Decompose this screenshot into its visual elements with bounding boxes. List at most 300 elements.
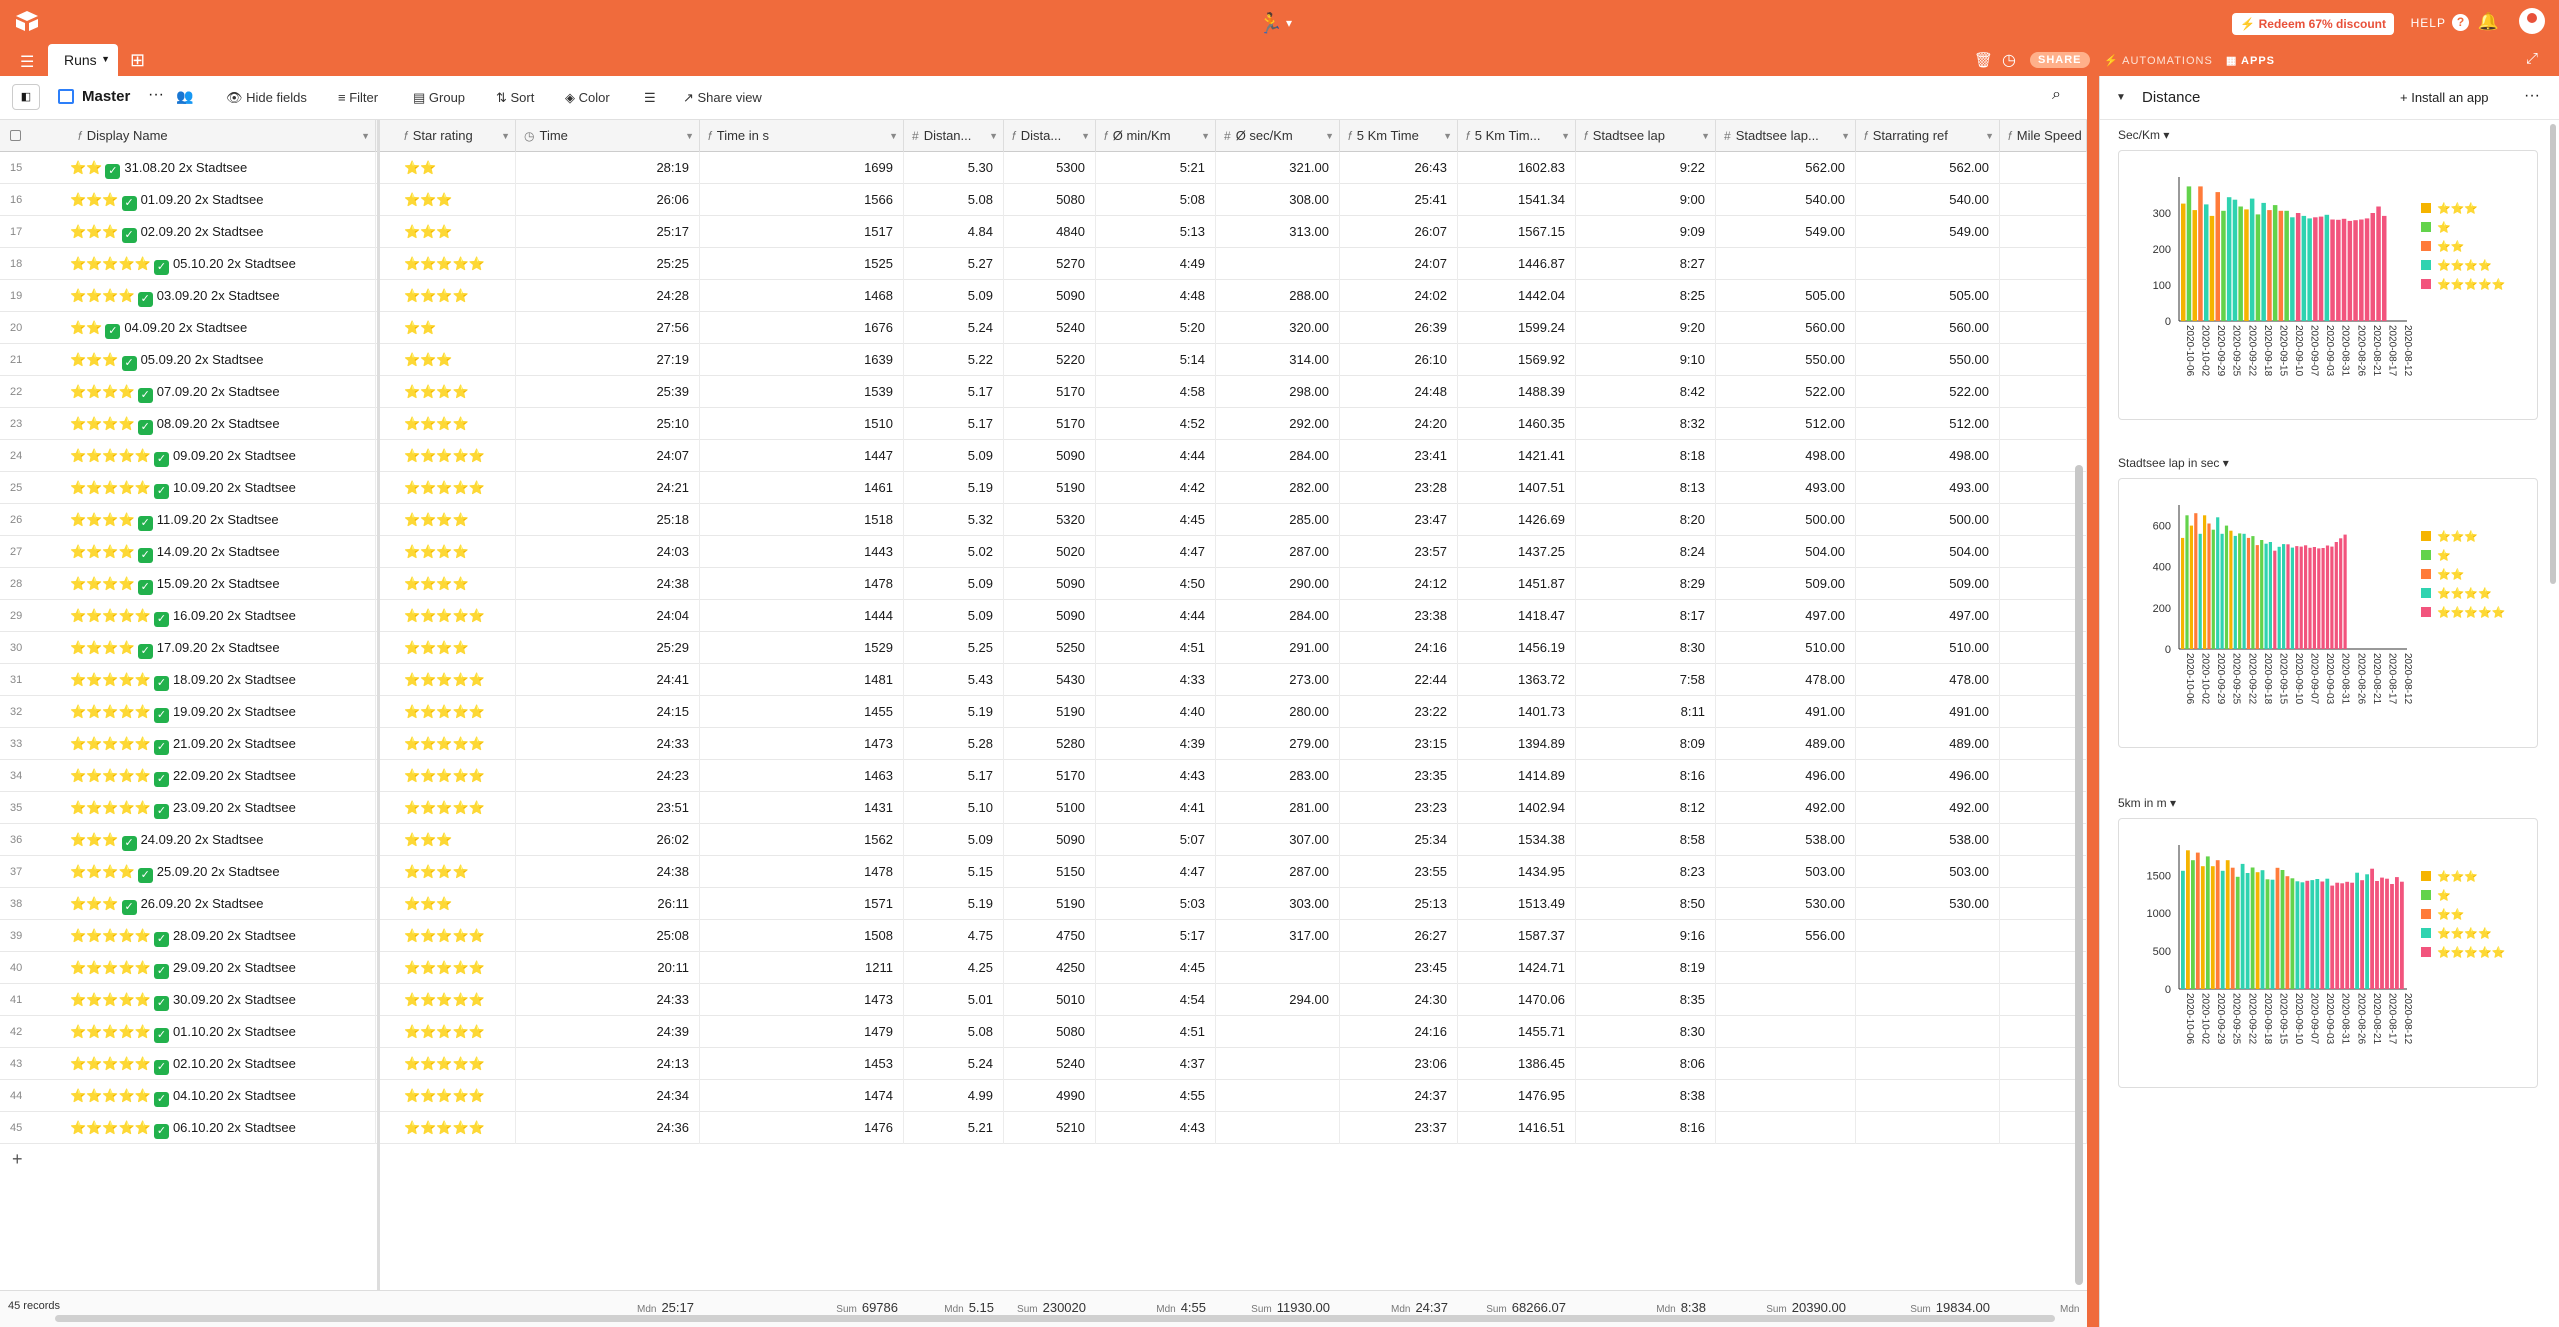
cell-k5s[interactable]: 1456.19 (1458, 632, 1576, 664)
cell-time[interactable]: 27:19 (516, 344, 700, 376)
cell-mile-speed[interactable] (2000, 824, 2087, 856)
cell-dm[interactable]: 5190 (1004, 888, 1096, 920)
cell-ref[interactable] (1856, 1048, 2000, 1080)
star-rating-cell[interactable] (396, 312, 516, 344)
cell-k5s[interactable]: 1416.51 (1458, 1112, 1576, 1144)
table-row[interactable] (0, 248, 2087, 280)
star-rating-cell[interactable] (396, 888, 516, 920)
cell-dist[interactable]: 5.09 (904, 280, 1004, 312)
cell-dm[interactable]: 5170 (1004, 760, 1096, 792)
share-button[interactable]: SHARE (2030, 52, 2090, 68)
cell-mpk[interactable]: 4:33 (1096, 664, 1216, 696)
column-header[interactable] (1340, 120, 1458, 152)
cell-lap[interactable]: 8:42 (1576, 376, 1716, 408)
star-rating-cell[interactable] (396, 216, 516, 248)
cell-dist[interactable]: 5.01 (904, 984, 1004, 1016)
table-row[interactable] (0, 504, 2087, 536)
display-name-cell[interactable] (70, 1112, 376, 1144)
bar[interactable] (2317, 548, 2320, 649)
display-name-cell[interactable] (70, 248, 376, 280)
table-row[interactable] (0, 312, 2087, 344)
bar[interactable] (2385, 879, 2389, 989)
legend-label[interactable]: ⭐ (2437, 222, 2451, 234)
cell-k5[interactable]: 24:16 (1340, 632, 1458, 664)
cell-ts[interactable]: 1455 (700, 696, 904, 728)
cell-time[interactable]: 25:10 (516, 408, 700, 440)
summary-spk[interactable] (1251, 1300, 1330, 1315)
column-header[interactable] (1856, 120, 2000, 152)
cell-mile-speed[interactable] (2000, 1048, 2087, 1080)
bar[interactable] (2207, 524, 2210, 650)
cell-spk[interactable]: 284.00 (1216, 600, 1340, 632)
cell-ts[interactable]: 1443 (700, 536, 904, 568)
bar[interactable] (2187, 186, 2192, 321)
cell-mpk[interactable]: 4:47 (1096, 856, 1216, 888)
cell-spk[interactable]: 313.00 (1216, 216, 1340, 248)
cell-time[interactable]: 24:13 (516, 1048, 700, 1080)
cell-time[interactable]: 25:08 (516, 920, 700, 952)
cell-lap[interactable]: 9:16 (1576, 920, 1716, 952)
table-row[interactable] (0, 1112, 2087, 1144)
cell-lap[interactable]: 8:24 (1576, 536, 1716, 568)
cell-laps[interactable]: 550.00 (1716, 344, 1856, 376)
cell-dist[interactable]: 5.22 (904, 344, 1004, 376)
bar[interactable] (2199, 534, 2202, 649)
cell-time[interactable]: 27:56 (516, 312, 700, 344)
bar[interactable] (2296, 881, 2300, 989)
cell-laps[interactable]: 504.00 (1716, 536, 1856, 568)
cell-dm[interactable]: 4840 (1004, 216, 1096, 248)
cell-mile-speed[interactable] (2000, 280, 2087, 312)
bar[interactable] (2265, 544, 2268, 649)
bar[interactable] (2359, 220, 2364, 322)
cell-dist[interactable]: 5.21 (904, 1112, 1004, 1144)
cell-laps[interactable]: 491.00 (1716, 696, 1856, 728)
cell-mpk[interactable]: 4:48 (1096, 280, 1216, 312)
star-rating-cell[interactable] (396, 408, 516, 440)
cell-k5[interactable]: 24:48 (1340, 376, 1458, 408)
cell-ref[interactable]: 505.00 (1856, 280, 2000, 312)
cell-laps[interactable]: 512.00 (1716, 408, 1856, 440)
cell-dm[interactable]: 5090 (1004, 280, 1096, 312)
bar[interactable] (2269, 542, 2272, 649)
cell-mile-speed[interactable] (2000, 1016, 2087, 1048)
table-row[interactable] (0, 696, 2087, 728)
display-name-cell[interactable] (70, 1048, 376, 1080)
cell-lap[interactable]: 8:12 (1576, 792, 1716, 824)
cell-k5s[interactable]: 1476.95 (1458, 1080, 1576, 1112)
group-button[interactable] (413, 90, 465, 106)
cell-mpk[interactable]: 4:55 (1096, 1080, 1216, 1112)
summary-time[interactable] (637, 1300, 694, 1315)
automations-button[interactable]: ⚡ AUTOMATIONS (2104, 55, 2213, 67)
cell-mpk[interactable]: 5:20 (1096, 312, 1216, 344)
bar[interactable] (2315, 879, 2319, 989)
bar[interactable] (2400, 882, 2404, 989)
cell-mpk[interactable]: 4:37 (1096, 1048, 1216, 1080)
bar[interactable] (2286, 876, 2290, 989)
cell-dm[interactable]: 4750 (1004, 920, 1096, 952)
bar[interactable] (2273, 551, 2276, 649)
table-row[interactable] (0, 1048, 2087, 1080)
notification-bell-icon[interactable]: 🔔 (2477, 12, 2499, 31)
display-name-cell[interactable] (70, 632, 376, 664)
bar[interactable] (2330, 886, 2334, 989)
cell-ts[interactable]: 1566 (700, 184, 904, 216)
cell-k5s[interactable]: 1470.06 (1458, 984, 1576, 1016)
table-row[interactable] (0, 152, 2087, 184)
cell-laps[interactable] (1716, 248, 1856, 280)
cell-ts[interactable]: 1699 (700, 152, 904, 184)
bar[interactable] (2300, 547, 2303, 649)
cell-lap[interactable]: 8:35 (1576, 984, 1716, 1016)
cell-spk[interactable]: 292.00 (1216, 408, 1340, 440)
cell-mpk[interactable]: 4:50 (1096, 568, 1216, 600)
cell-dist[interactable]: 5.17 (904, 760, 1004, 792)
legend-label[interactable]: ⭐ (2437, 890, 2451, 902)
legend-label[interactable]: ⭐ (2437, 550, 2451, 562)
cell-ts[interactable]: 1476 (700, 1112, 904, 1144)
bar[interactable] (2335, 542, 2338, 649)
cell-dm[interactable]: 5430 (1004, 664, 1096, 696)
cell-mile-speed[interactable] (2000, 184, 2087, 216)
cell-k5s[interactable]: 1587.37 (1458, 920, 1576, 952)
cell-spk[interactable]: 288.00 (1216, 280, 1340, 312)
summary-lap[interactable] (1656, 1300, 1706, 1315)
cell-mile-speed[interactable] (2000, 1112, 2087, 1144)
cell-mile-speed[interactable] (2000, 600, 2087, 632)
bar[interactable] (2243, 534, 2246, 649)
cell-dm[interactable]: 5150 (1004, 856, 1096, 888)
bar[interactable] (2193, 210, 2198, 321)
cell-mile-speed[interactable] (2000, 312, 2087, 344)
star-rating-cell[interactable] (396, 184, 516, 216)
cell-dist[interactable]: 5.02 (904, 536, 1004, 568)
bar[interactable] (2238, 533, 2241, 649)
cell-time[interactable]: 24:04 (516, 600, 700, 632)
bar[interactable] (2216, 517, 2219, 649)
bar[interactable] (2307, 218, 2312, 321)
cell-time[interactable]: 24:36 (516, 1112, 700, 1144)
cell-dist[interactable]: 5.08 (904, 184, 1004, 216)
summary-ref[interactable] (1910, 1300, 1990, 1315)
cell-mpk[interactable]: 5:21 (1096, 152, 1216, 184)
chevron-down-icon[interactable]: ▼ (101, 54, 110, 64)
cell-dm[interactable]: 5220 (1004, 344, 1096, 376)
cell-dist[interactable]: 5.43 (904, 664, 1004, 696)
bar[interactable] (2241, 864, 2245, 989)
cell-time[interactable]: 25:25 (516, 248, 700, 280)
bar[interactable] (2295, 546, 2298, 649)
bar[interactable] (2371, 213, 2376, 321)
cell-laps[interactable]: 530.00 (1716, 888, 1856, 920)
legend-label[interactable]: ⭐⭐ (2437, 909, 2465, 921)
star-rating-cell[interactable] (396, 248, 516, 280)
cell-time[interactable]: 28:19 (516, 152, 700, 184)
cell-k5s[interactable]: 1418.47 (1458, 600, 1576, 632)
cell-lap[interactable]: 9:22 (1576, 152, 1716, 184)
table-row[interactable] (0, 856, 2087, 888)
cell-lap[interactable]: 7:58 (1576, 664, 1716, 696)
cell-mile-speed[interactable] (2000, 888, 2087, 920)
chevron-down-icon[interactable]: ▾ (2166, 796, 2177, 810)
cell-mile-speed[interactable] (2000, 1080, 2087, 1112)
bar[interactable] (2382, 216, 2387, 321)
bar[interactable] (2348, 221, 2353, 321)
cell-dist[interactable]: 5.09 (904, 824, 1004, 856)
legend-label[interactable]: ⭐⭐ (2437, 241, 2465, 253)
star-rating-cell[interactable] (396, 600, 516, 632)
bar[interactable] (2227, 197, 2232, 321)
airtable-logo-icon[interactable] (14, 10, 40, 32)
cell-dist[interactable]: 5.25 (904, 632, 1004, 664)
cell-ts[interactable]: 1518 (700, 504, 904, 536)
cell-mpk[interactable]: 4:51 (1096, 1016, 1216, 1048)
table-row[interactable] (0, 280, 2087, 312)
chevron-down-icon[interactable]: ▼ (685, 131, 694, 141)
bar[interactable] (2380, 878, 2384, 989)
cell-dm[interactable]: 5090 (1004, 600, 1096, 632)
cell-laps[interactable] (1716, 1016, 1856, 1048)
cell-dist[interactable]: 5.28 (904, 728, 1004, 760)
cell-mile-speed[interactable] (2000, 376, 2087, 408)
cell-time[interactable]: 26:02 (516, 824, 700, 856)
cell-time[interactable]: 24:21 (516, 472, 700, 504)
cell-time[interactable]: 24:23 (516, 760, 700, 792)
cell-lap[interactable]: 8:06 (1576, 1048, 1716, 1080)
bar[interactable] (2211, 866, 2215, 989)
cell-laps[interactable]: 509.00 (1716, 568, 1856, 600)
cell-dist[interactable]: 5.09 (904, 440, 1004, 472)
avatar[interactable] (2519, 8, 2545, 34)
chevron-down-icon[interactable]: ▼ (1841, 131, 1850, 141)
cell-laps[interactable]: 540.00 (1716, 184, 1856, 216)
bar[interactable] (2291, 878, 2295, 989)
bar[interactable] (2181, 204, 2186, 321)
cell-spk[interactable] (1216, 1080, 1340, 1112)
cell-laps[interactable]: 522.00 (1716, 376, 1856, 408)
cell-ref[interactable]: 491.00 (1856, 696, 2000, 728)
bar[interactable] (2251, 868, 2255, 990)
column-header[interactable] (1458, 120, 1576, 152)
cell-ts[interactable]: 1508 (700, 920, 904, 952)
cell-time[interactable]: 23:51 (516, 792, 700, 824)
chevron-down-icon[interactable]: ▼ (1561, 131, 1570, 141)
table-row[interactable] (0, 728, 2087, 760)
cell-mpk[interactable]: 4:41 (1096, 792, 1216, 824)
bar[interactable] (2276, 868, 2280, 989)
cell-ref[interactable]: 478.00 (1856, 664, 2000, 696)
cell-ref[interactable]: 560.00 (1856, 312, 2000, 344)
bar[interactable] (2221, 871, 2225, 989)
cell-lap[interactable]: 9:10 (1576, 344, 1716, 376)
table-row[interactable] (0, 216, 2087, 248)
cell-ref[interactable]: 549.00 (1856, 216, 2000, 248)
display-name-cell[interactable] (70, 536, 376, 568)
cell-time[interactable]: 24:33 (516, 728, 700, 760)
cell-k5[interactable]: 23:15 (1340, 728, 1458, 760)
cell-k5s[interactable]: 1513.49 (1458, 888, 1576, 920)
cell-dist[interactable]: 5.32 (904, 504, 1004, 536)
cell-laps[interactable]: 500.00 (1716, 504, 1856, 536)
cell-time[interactable]: 24:07 (516, 440, 700, 472)
cell-lap[interactable]: 8:38 (1576, 1080, 1716, 1112)
cell-spk[interactable]: 287.00 (1216, 536, 1340, 568)
cell-time[interactable]: 24:38 (516, 856, 700, 888)
table-row[interactable] (0, 920, 2087, 952)
chevron-down-icon[interactable]: ▾ (2219, 456, 2229, 470)
cell-spk[interactable] (1216, 248, 1340, 280)
bar[interactable] (2304, 545, 2307, 649)
legend-label[interactable]: ⭐⭐⭐ (2437, 531, 2479, 543)
table-row[interactable] (0, 568, 2087, 600)
cell-ref[interactable]: 503.00 (1856, 856, 2000, 888)
cell-mile-speed[interactable] (2000, 440, 2087, 472)
bar[interactable] (2185, 515, 2188, 649)
cell-k5s[interactable]: 1602.83 (1458, 152, 1576, 184)
cell-mpk[interactable]: 4:47 (1096, 536, 1216, 568)
cell-mpk[interactable]: 5:13 (1096, 216, 1216, 248)
star-rating-cell[interactable] (396, 472, 516, 504)
column-header[interactable] (1576, 120, 1716, 152)
color-button[interactable] (565, 90, 610, 106)
chevron-down-icon[interactable]: ▼ (1985, 131, 1994, 141)
display-name-cell[interactable] (70, 888, 376, 920)
cell-k5[interactable]: 24:30 (1340, 984, 1458, 1016)
bar[interactable] (2210, 216, 2215, 321)
bar[interactable] (2355, 873, 2359, 989)
cell-mile-speed[interactable] (2000, 664, 2087, 696)
star-rating-cell[interactable] (396, 1048, 516, 1080)
star-rating-cell[interactable] (396, 664, 516, 696)
help-icon[interactable]: ? (2452, 14, 2469, 31)
cell-mile-speed[interactable] (2000, 152, 2087, 184)
display-name-cell[interactable] (70, 184, 376, 216)
bar[interactable] (2344, 535, 2347, 649)
cell-k5[interactable]: 23:45 (1340, 952, 1458, 984)
bar[interactable] (2376, 207, 2381, 322)
cell-k5s[interactable]: 1434.95 (1458, 856, 1576, 888)
collaborators-icon[interactable]: 👥 (176, 88, 194, 104)
display-name-cell[interactable] (70, 216, 376, 248)
column-header[interactable] (1216, 120, 1340, 152)
cell-spk[interactable]: 281.00 (1216, 792, 1340, 824)
bar[interactable] (2256, 214, 2261, 321)
cell-spk[interactable] (1216, 952, 1340, 984)
cell-k5s[interactable]: 1437.25 (1458, 536, 1576, 568)
cell-spk[interactable]: 287.00 (1216, 856, 1340, 888)
cell-mile-speed[interactable] (2000, 568, 2087, 600)
cell-laps[interactable]: 560.00 (1716, 312, 1856, 344)
cell-mpk[interactable]: 5:17 (1096, 920, 1216, 952)
cell-spk[interactable] (1216, 1048, 1340, 1080)
cell-ref[interactable]: 538.00 (1856, 824, 2000, 856)
bar[interactable] (2284, 211, 2289, 321)
display-name-cell[interactable] (70, 1080, 376, 1112)
legend-label[interactable]: ⭐⭐⭐⭐ (2437, 588, 2492, 600)
sort-button[interactable] (496, 90, 534, 106)
cell-k5s[interactable]: 1394.89 (1458, 728, 1576, 760)
cell-k5[interactable]: 23:55 (1340, 856, 1458, 888)
cell-dist[interactable]: 5.15 (904, 856, 1004, 888)
chevron-down-icon[interactable]: ▼ (361, 131, 370, 141)
share-view-button[interactable] (683, 90, 762, 106)
cell-laps[interactable]: 510.00 (1716, 632, 1856, 664)
cell-ts[interactable]: 1447 (700, 440, 904, 472)
cell-k5[interactable]: 25:41 (1340, 184, 1458, 216)
cell-lap[interactable]: 8:17 (1576, 600, 1716, 632)
bar[interactable] (2330, 220, 2335, 322)
bar[interactable] (2281, 870, 2285, 989)
cell-mpk[interactable]: 4:45 (1096, 504, 1216, 536)
cell-lap[interactable]: 8:16 (1576, 760, 1716, 792)
frozen-column-divider[interactable] (377, 120, 380, 1327)
cell-dm[interactable]: 5090 (1004, 824, 1096, 856)
star-rating-cell[interactable] (396, 856, 516, 888)
chevron-down-icon[interactable]: ▾ (1286, 16, 1293, 30)
display-name-cell[interactable] (70, 504, 376, 536)
cell-ref[interactable] (1856, 1080, 2000, 1112)
cell-k5[interactable]: 24:07 (1340, 248, 1458, 280)
star-rating-cell[interactable] (396, 1112, 516, 1144)
star-rating-cell[interactable] (396, 1080, 516, 1112)
cell-ref[interactable]: 493.00 (1856, 472, 2000, 504)
table-row[interactable] (0, 824, 2087, 856)
cell-dm[interactable]: 5080 (1004, 1016, 1096, 1048)
cell-ts[interactable]: 1639 (700, 344, 904, 376)
cell-dist[interactable]: 5.17 (904, 376, 1004, 408)
cell-time[interactable]: 24:38 (516, 568, 700, 600)
add-row-button[interactable]: + (12, 1149, 23, 1169)
bar[interactable] (2256, 545, 2259, 649)
cell-time[interactable]: 24:28 (516, 280, 700, 312)
cell-spk[interactable]: 298.00 (1216, 376, 1340, 408)
cell-laps[interactable]: 489.00 (1716, 728, 1856, 760)
cell-k5s[interactable]: 1401.73 (1458, 696, 1576, 728)
column-header[interactable] (396, 120, 516, 152)
column-header[interactable] (700, 120, 904, 152)
star-rating-cell[interactable] (396, 760, 516, 792)
cell-spk[interactable]: 317.00 (1216, 920, 1340, 952)
legend-label[interactable]: ⭐⭐⭐⭐⭐ (2437, 607, 2506, 619)
cell-k5[interactable]: 25:34 (1340, 824, 1458, 856)
cell-mpk[interactable]: 4:43 (1096, 760, 1216, 792)
display-name-cell[interactable] (70, 472, 376, 504)
cell-dm[interactable]: 5280 (1004, 728, 1096, 760)
cell-k5[interactable]: 26:07 (1340, 216, 1458, 248)
cell-mile-speed[interactable] (2000, 632, 2087, 664)
bar[interactable] (2395, 877, 2399, 989)
bar[interactable] (2336, 220, 2341, 321)
bar[interactable] (2310, 880, 2314, 989)
cell-dm[interactable]: 5210 (1004, 1112, 1096, 1144)
star-rating-cell[interactable] (396, 376, 516, 408)
table-row[interactable] (0, 888, 2087, 920)
display-name-cell[interactable] (70, 344, 376, 376)
cell-mpk[interactable]: 4:39 (1096, 728, 1216, 760)
hide-fields-button[interactable] (226, 90, 307, 106)
cell-laps[interactable]: 492.00 (1716, 792, 1856, 824)
bar[interactable] (2342, 219, 2347, 321)
cell-k5s[interactable]: 1460.35 (1458, 408, 1576, 440)
cell-spk[interactable]: 308.00 (1216, 184, 1340, 216)
bar[interactable] (2186, 850, 2190, 989)
cell-dm[interactable]: 5170 (1004, 376, 1096, 408)
cell-ref[interactable]: 500.00 (1856, 504, 2000, 536)
bar[interactable] (2191, 860, 2195, 989)
cell-dist[interactable]: 5.30 (904, 152, 1004, 184)
chevron-down-icon[interactable]: ▼ (501, 131, 510, 141)
